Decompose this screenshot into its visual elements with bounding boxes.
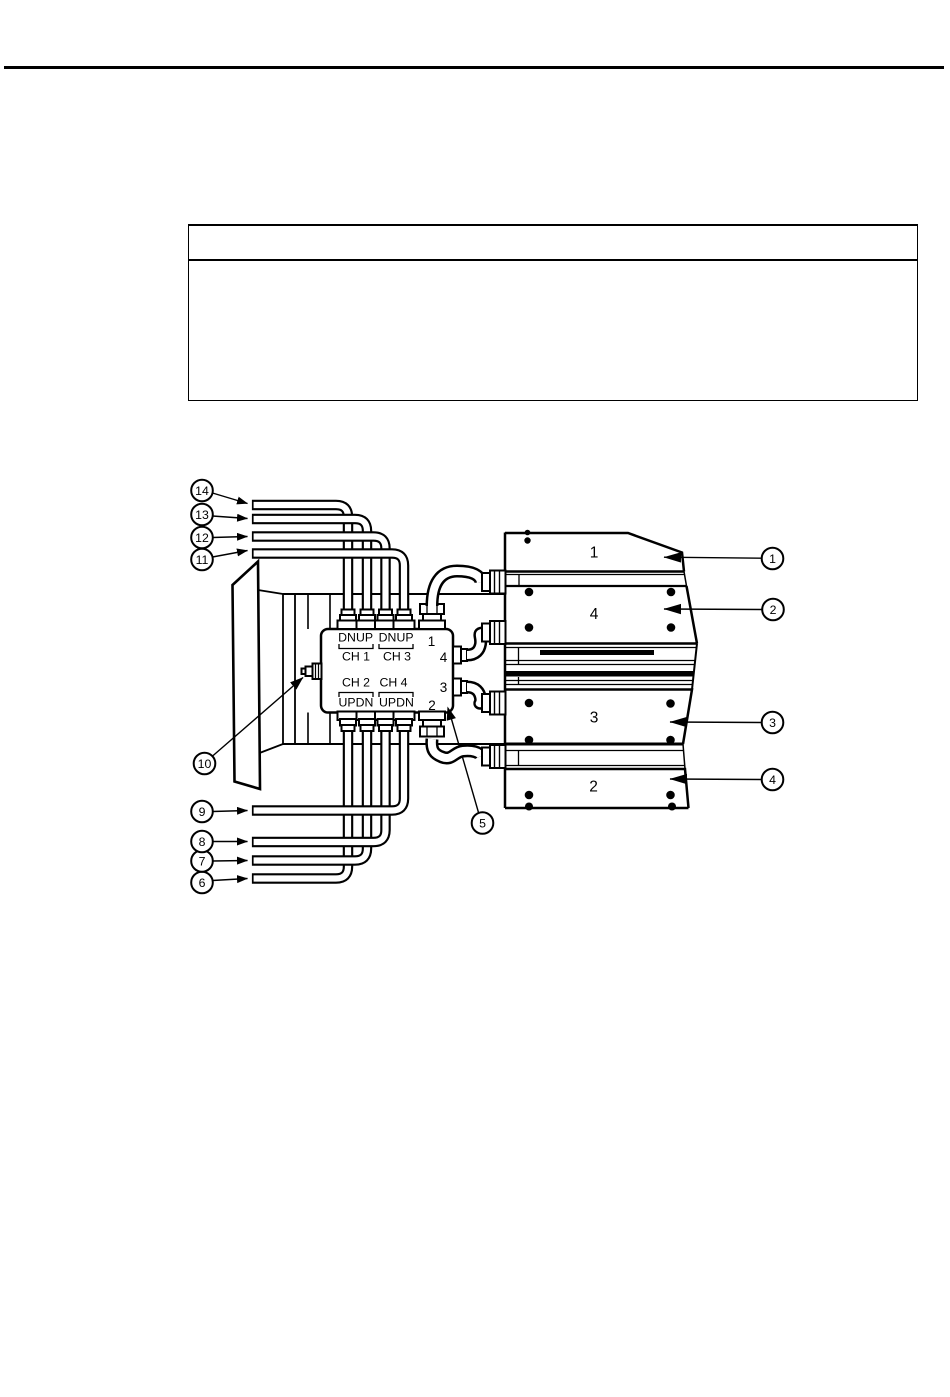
callout-8-number: 8 (198, 835, 206, 849)
callout-13 (191, 504, 213, 526)
rail-block-4-label: 4 (589, 606, 599, 623)
port-1-label: 1 (427, 634, 436, 649)
port-1-fitting (419, 604, 445, 629)
callout-12 (191, 527, 213, 549)
callout-13-number: 13 (195, 508, 209, 522)
callout-3 (762, 712, 784, 734)
callout-4 (762, 769, 784, 791)
callout-14 (191, 480, 213, 502)
callout-9 (191, 801, 213, 823)
port-2-fitting (419, 712, 445, 737)
ch1-label: CH 1 (341, 649, 371, 664)
ch1-dn-label: DN (338, 630, 356, 645)
callout-4-leader (670, 779, 762, 780)
ch3-dn-label: DN (378, 630, 397, 645)
hose-port-4 (467, 633, 483, 655)
bleed-fitting (302, 664, 322, 680)
ch4-label: CH 4 (379, 675, 408, 690)
callout-2-number: 2 (769, 603, 777, 617)
tube-fitting-bottom-1 (338, 712, 359, 732)
callout-7 (191, 850, 213, 872)
callout-1-leader (664, 557, 762, 558)
rail-block-1-label: 1 (589, 544, 599, 562)
callout-3-leader (670, 722, 762, 723)
hose-port-2 (432, 739, 481, 758)
callout-7-number: 7 (198, 854, 206, 869)
callout-6-leader (213, 879, 248, 881)
rail-connector-3 (482, 692, 506, 715)
rail-block-3-label: 3 (589, 709, 599, 727)
callout-11-number: 11 (195, 553, 209, 567)
rail-slot-shadow-upper (540, 650, 654, 655)
port-4-label: 4 (439, 650, 448, 665)
callout-9-number: 9 (198, 805, 206, 819)
rail-slot-shadow-lower (505, 671, 694, 677)
callout-5-leader (450, 714, 479, 813)
tube-fitting-top-1 (338, 610, 359, 630)
callout-12-number: 12 (195, 531, 209, 545)
hose-port-3 (467, 687, 483, 703)
callout-6-number: 6 (198, 876, 206, 890)
callout-11-leader (213, 551, 248, 558)
callout-5-number: 5 (479, 816, 486, 831)
callout-2-leader (664, 609, 762, 610)
rail-block-2-label: 2 (589, 778, 598, 796)
ch3-label: CH 3 (382, 649, 412, 664)
rail-connector-2 (482, 745, 506, 768)
tube-fitting-bottom-4 (394, 712, 415, 732)
ch4-up-label: UP (378, 695, 397, 710)
callout-14-number: 14 (195, 484, 209, 498)
tubes-top (252, 505, 404, 613)
port-2-label: 2 (428, 698, 436, 713)
ch2-dn-label: DN (355, 695, 374, 710)
rail-block-3-outline (505, 690, 692, 745)
ch2-up-label: UP (338, 695, 356, 710)
callout-1-number: 1 (769, 552, 776, 566)
callout-8 (191, 831, 213, 853)
rail-blocks (505, 530, 697, 811)
callout-2 (762, 599, 784, 621)
callout-4-number: 4 (769, 773, 776, 787)
callout-5 (472, 812, 494, 834)
callout-3-number: 3 (769, 716, 776, 730)
callout-1 (762, 548, 784, 570)
rail-connector-1 (482, 571, 506, 594)
mount-panel (233, 562, 261, 790)
ch3-up-label: UP (396, 630, 414, 645)
ch2-label: CH 2 (341, 675, 371, 690)
tube-fitting-top-4 (394, 610, 415, 630)
callout-9-leader (213, 811, 248, 812)
tubes-bottom (252, 728, 404, 879)
callout-10 (194, 753, 216, 775)
callout-12-leader (213, 537, 248, 538)
callout-10-number: 10 (197, 757, 212, 771)
rail-connector-4 (482, 621, 506, 644)
callout-6 (191, 872, 213, 894)
ch4-dn-label: DN (396, 695, 414, 710)
port-3-label: 3 (439, 680, 448, 695)
callout-7-leader (213, 861, 248, 862)
callout-13-leader (213, 516, 248, 519)
hose-port-1 (432, 571, 481, 606)
callout-14-leader (213, 493, 248, 504)
callout-11 (191, 549, 213, 571)
ch1-up-label: UP (355, 630, 374, 645)
